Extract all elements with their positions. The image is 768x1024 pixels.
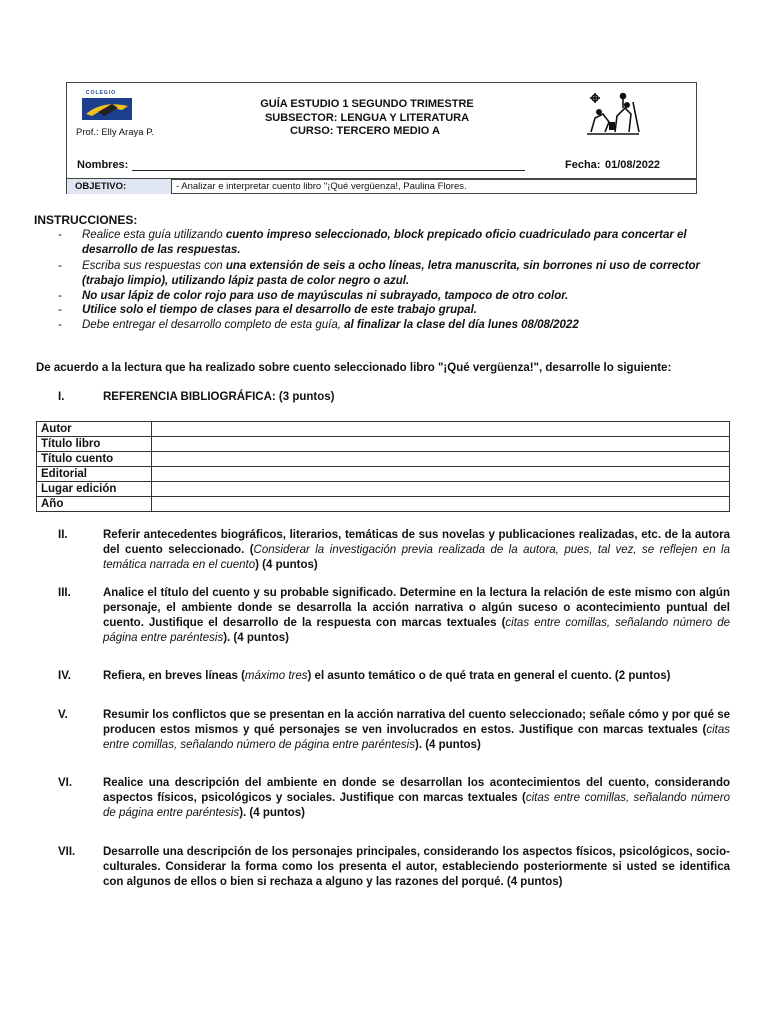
instruction-item: - Escriba sus respuestas con una extensión de seis a ocho líneas, letra manuscrita, sin borrones ni uso de corrector (trabajo limpio), utilizando lápiz pasta de color negro o azul. bbox=[58, 260, 701, 287]
subject: SUBSECTOR: LENGUA Y LITERATURA bbox=[264, 112, 470, 124]
table-label: Editorial bbox=[37, 467, 152, 482]
instruction-item: - Realice esta guía utilizando cuento impreso seleccionado, block prepicado oficio cuadriculado para concertar el desarrollo de las respuestas. bbox=[58, 229, 687, 256]
nombres-label: Nombres: bbox=[77, 159, 129, 171]
table-label: Año bbox=[37, 497, 152, 512]
instructions-title: INSTRUCCIONES: bbox=[34, 213, 138, 227]
table-row bbox=[37, 482, 730, 497]
instruction-item: - Utilice solo el tiempo de clases para el desarrollo de este trabajo grupal. bbox=[58, 304, 477, 316]
table-label: Título libro bbox=[37, 437, 152, 452]
table-label: Lugar edición bbox=[37, 482, 152, 497]
fecha-label: Fecha: bbox=[565, 159, 601, 171]
guide-title: GUÍA ESTUDIO 1 SEGUNDO TRIMESTRE bbox=[260, 98, 474, 110]
table-row bbox=[37, 452, 730, 467]
table-input-cell[interactable] bbox=[152, 467, 730, 482]
table-label: Título cuento bbox=[37, 452, 152, 467]
table-label: Autor bbox=[37, 422, 152, 437]
school-logo bbox=[82, 90, 138, 120]
nombres-input-line[interactable] bbox=[132, 170, 525, 171]
question-4: IV. Refiera, en breves líneas (máximo tres) el asunto temático o de qué trata en general el cuento. (2 puntos) bbox=[58, 670, 671, 682]
section-num: I. bbox=[58, 391, 65, 403]
question-5: V. Resumir los conflictos que se presentan en la acción narrativa del cuento seleccionado; señale cómo y por qué se producen estos mismos y qué personajes se ven involucrados en estos. Justifique con marcas textuales (citas entre comillas, señalando número de página entre paréntesis). (4 puntos) bbox=[58, 709, 730, 751]
table-row bbox=[37, 422, 730, 437]
objetivo-text: - Analizar e interpretar cuento libro "¡Qué vergüenza!, Paulina Flores. bbox=[176, 181, 467, 192]
section-title: REFERENCIA BIBLIOGRÁFICA: (3 puntos) bbox=[103, 391, 335, 403]
instruction-item: - No usar lápiz de color rojo para uso de mayúsculas ni subrayado, tampoco de otro color. bbox=[58, 290, 569, 302]
intro-text: De acuerdo a la lectura que ha realizado sobre cuento seleccionado libro "¡Qué vergüenza!", desarrolle lo siguiente: bbox=[36, 362, 672, 374]
table-input-cell[interactable] bbox=[152, 437, 730, 452]
objetivo-label: OBJETIVO: bbox=[75, 181, 127, 192]
table-input-cell[interactable] bbox=[152, 452, 730, 467]
question-3: III. Analice el título del cuento y su probable significado. Determine en la lectura la relación de este mismo con algún personaje, el ambiente donde se desarrolla la acción narrativa o algún suceso o acontecimiento puntual del cuento. Justifique el desarrollo de la respuesta con marcas textuales (citas entre comillas, señalando número de página entre paréntesis). (4 puntos) bbox=[58, 587, 730, 644]
instruction-item: - Debe entregar el desarrollo completo de esta guía, al finalizar la clase del día lunes 08/08/2022 bbox=[58, 319, 579, 331]
reference-table bbox=[36, 421, 730, 512]
teacher-name: Prof.: Elly Araya P. bbox=[76, 127, 154, 138]
question-2: II. Referir antecedentes biográficos, literarios, temáticas de sus novelas y publicaciones realizadas, etc. de la autora del cuento seleccionado. (Considerar la investigación previa realizada de la autora, pues, tal vez, se reflejen en la temática narrada en el cuento) (4 puntos) bbox=[58, 529, 730, 571]
table-input-cell[interactable] bbox=[152, 497, 730, 512]
table-input-cell[interactable] bbox=[152, 482, 730, 497]
table-input-cell[interactable] bbox=[152, 422, 730, 437]
table-row bbox=[37, 497, 730, 512]
question-6: VI. Realice una descripción del ambiente en donde se desarrollan los acontecimientos del cuento, considerando aspectos físicos, psicológicos y sociales. Justifique con marcas textuales (citas entre comillas, señalando número de página entre paréntesis). (4 puntos) bbox=[58, 777, 730, 819]
question-7: VII. Desarrolle una descripción de los personajes principales, considerando los aspectos físicos, psicológicos, socio-culturales. Considerar la forma como los presenta el autor, estableciendo posteriormente si usted se identifica con algunos de ellos o bien si rechaza a alguno y las razones del porqué. (4 puntos) bbox=[58, 846, 730, 888]
table-row bbox=[37, 467, 730, 482]
don-quixote-illustration bbox=[585, 92, 641, 138]
fecha-value: 01/08/2022 bbox=[605, 159, 661, 171]
logo-text: COLEGIO bbox=[86, 90, 117, 96]
course: CURSO: TERCERO MEDIO A bbox=[290, 125, 440, 137]
table-row bbox=[37, 437, 730, 452]
